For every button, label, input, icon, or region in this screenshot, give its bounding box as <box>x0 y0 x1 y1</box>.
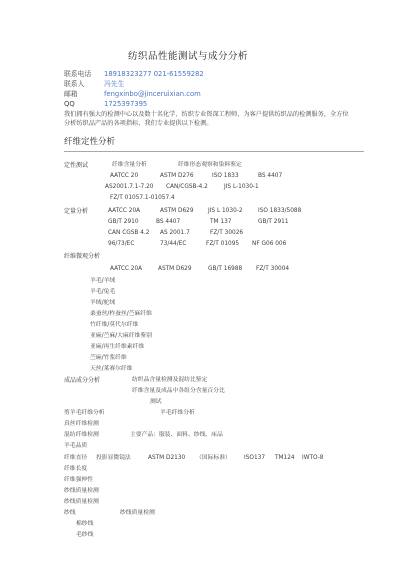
list-item: 羊绒/驼绒 <box>90 300 116 306</box>
standard-code: TM124 <box>275 455 295 461</box>
standard-code: BS 4407 <box>258 173 283 179</box>
intro-paragraph <box>64 110 382 128</box>
composition-label: 成品成分分析 <box>64 377 101 384</box>
standard-code: 73/44/EC <box>160 241 187 247</box>
standard-code: ISO137 <box>244 455 266 461</box>
list-item: 羊毛/兔毛 <box>90 289 116 295</box>
row-text: 投影显微镜法 <box>96 455 131 461</box>
list-item: 天丝/莱赛尔纤维 <box>90 366 133 372</box>
standard-code: AS2001.7.1-7.20 <box>105 184 154 190</box>
list-item: 竹纤维/莫代尔纤维 <box>90 322 139 328</box>
standard-code: AS 2001.7 <box>160 230 190 236</box>
row-text: 主要产品：服装、面料、纱线、床品 <box>130 432 223 438</box>
standard-code: AATCC 20A <box>110 266 143 272</box>
standard-code: GB/T 2911 <box>258 219 289 225</box>
list-item: 亚麻/苎麻/大麻纤维鉴别 <box>90 333 152 339</box>
document-title: 纺织品性能测试与成分分析 <box>128 51 249 62</box>
standard-code: GB/T 16988 <box>208 266 243 272</box>
standard-code: AATCC 20A <box>108 208 141 214</box>
row-label: 真丝纤维检测 <box>64 421 99 427</box>
row-text: 羊毛纤维分析 <box>160 410 195 416</box>
composition-text: 纺织品含量检测及混纺比鉴定 <box>132 377 208 383</box>
phone-label: 联系电话 <box>64 70 92 78</box>
row-label: 纤维强伸性 <box>64 477 93 483</box>
standard-code: ISO 1833 <box>212 173 239 179</box>
phone-value[interactable]: 18918323277 021-61559282 <box>104 70 204 78</box>
composition-text: 纤维含量及成品中各组分含量百分比 <box>132 388 225 394</box>
micro-analysis-label: 纤维微观分析 <box>64 253 101 260</box>
standard-code: FZ/T 30004 <box>256 266 290 272</box>
contact-person-label: 联系人 <box>64 80 85 88</box>
list-item: 棉纱线 <box>76 521 94 527</box>
email-label: 邮箱 <box>64 90 78 98</box>
contact-person-value: 冯先生 <box>104 80 125 88</box>
section-divider <box>64 151 364 152</box>
list-item: 毛纱线 <box>76 532 94 538</box>
standard-code: ASTM D629 <box>160 208 194 214</box>
standard-code: NF G06 006 <box>252 241 287 247</box>
row-label: 混纺纤维检测 <box>64 432 99 438</box>
standard-code: ASTM D629 <box>158 266 192 272</box>
standard-code: 96/73/EC <box>108 241 135 247</box>
section-heading: 纤维定性分析 <box>64 137 116 147</box>
row-label: 剪羊毛纤维分析 <box>64 410 105 416</box>
qualitative-item: 纤维形态观察和染料鉴定 <box>178 162 242 168</box>
standard-code: ASTM D2130 <box>148 455 186 461</box>
standard-code: JIS L 1030-2 <box>208 208 243 214</box>
row-label: 纤维长度 <box>64 466 88 472</box>
standard-code: FZ/T 01095 <box>206 241 240 247</box>
qualitative-item: 纤维含量分析 <box>112 162 147 168</box>
standard-code: JIS L-1030-1 <box>224 184 259 190</box>
yarn-label: 纱线 <box>64 510 76 516</box>
standard-code: FZ/T 01057.1-01057.4 <box>110 195 175 201</box>
qualitative-label: 定性测试 <box>64 162 89 169</box>
quantitative-label: 定量分析 <box>64 208 89 215</box>
yarn-sub: 纱线质量检测 <box>120 510 155 516</box>
row-label: 纱线质量检测 <box>64 488 99 494</box>
standard-code: GB/T 2910 <box>108 219 139 225</box>
row-label: 纤维直径 <box>64 455 88 461</box>
list-item: 桑蚕丝/柞蚕丝/苎麻纤维 <box>90 311 152 317</box>
list-item: 羊毛/羊绒 <box>90 278 116 284</box>
email-link[interactable]: fengxinbo@jinceruixian.com <box>104 90 201 98</box>
qq-label: QQ <box>64 100 75 108</box>
list-item: 苎麻/竹浆纤维 <box>90 355 127 361</box>
standard-code: IWTO-8 <box>302 455 324 461</box>
standard-code: TM 137 <box>210 219 232 225</box>
standard-code: CAN/CGSB-4.2 <box>166 184 208 190</box>
standard-code: BS 4407 <box>156 219 181 225</box>
row-label: 羊毛品质 <box>64 443 88 449</box>
intro-line: 我们拥有强大的检测中心以及数十名化学、纺织专业资深工程师，为客户提供纺织品的检测服务，全方位 <box>64 111 349 118</box>
standard-code: ISO 1833/5088 <box>258 208 302 214</box>
standard-code: FZ/T 30026 <box>210 230 244 236</box>
list-item: 亚麻/再生纤维素纤维 <box>90 344 145 350</box>
row-label: 纱线质量检测 <box>64 499 99 505</box>
intro-line: 分析纺织品产品的各项指标，我们专业提供以下检测。 <box>64 120 213 127</box>
qq-value: 1725397395 <box>104 100 148 108</box>
composition-text: 测试 <box>150 399 162 405</box>
standard-code: ASTM D276 <box>160 173 194 179</box>
standard-code: CAN CGSB 4.2 <box>108 230 150 236</box>
row-text: （国际标准） <box>196 455 231 461</box>
standard-code: AATCC 20 <box>110 173 139 179</box>
